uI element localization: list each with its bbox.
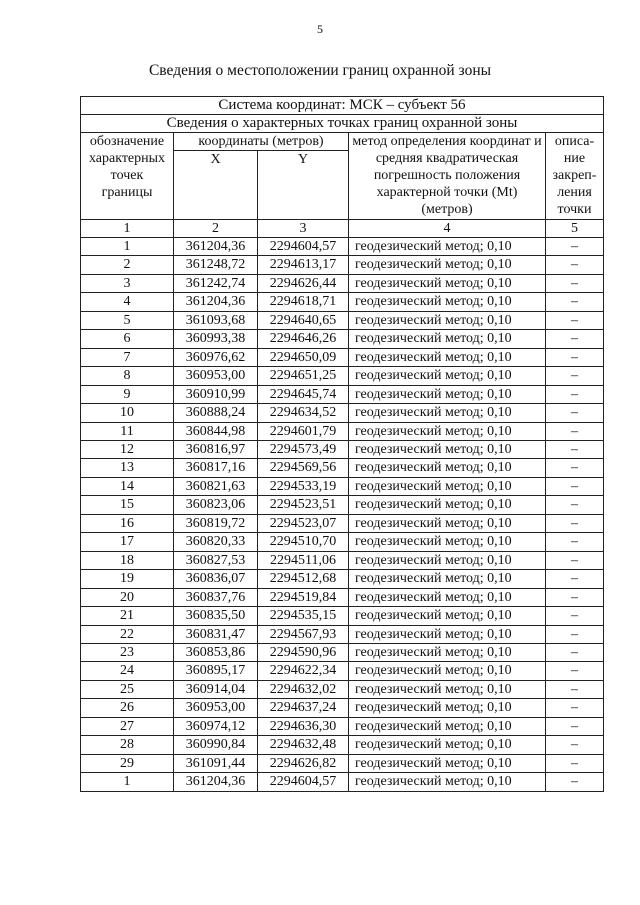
method: геодезический метод; 0,10 (349, 404, 546, 422)
point-number: 13 (81, 459, 174, 477)
table-row (81, 367, 604, 385)
table-row (81, 680, 604, 698)
coord-x: 361091,44 (174, 754, 258, 772)
method: геодезический метод; 0,10 (349, 625, 546, 643)
method: геодезический метод; 0,10 (349, 496, 546, 514)
point-number: 1 (81, 238, 174, 256)
description: – (546, 330, 604, 348)
coord-y: 2294523,07 (258, 514, 349, 532)
method: геодезический метод; 0,10 (349, 551, 546, 569)
coord-y: 2294634,52 (258, 404, 349, 422)
coord-y: 2294604,57 (258, 773, 349, 791)
description: – (546, 662, 604, 680)
coord-y: 2294645,74 (258, 385, 349, 403)
method: геодезический метод; 0,10 (349, 348, 546, 366)
coord-y: 2294626,82 (258, 754, 349, 772)
table-row (81, 404, 604, 422)
table-row (81, 736, 604, 754)
description: – (546, 551, 604, 569)
description: – (546, 496, 604, 514)
coord-y: 2294651,25 (258, 367, 349, 385)
coord-x: 360844,98 (174, 422, 258, 440)
table-row (81, 238, 604, 256)
coord-x: 360823,06 (174, 496, 258, 514)
description: – (546, 717, 604, 735)
table-row (81, 422, 604, 440)
point-number: 17 (81, 533, 174, 551)
point-number: 8 (81, 367, 174, 385)
coord-y: 2294636,30 (258, 717, 349, 735)
description: – (546, 311, 604, 329)
coord-y: 2294613,17 (258, 256, 349, 274)
point-number: 29 (81, 754, 174, 772)
coord-y: 2294510,70 (258, 533, 349, 551)
point-number: 11 (81, 422, 174, 440)
point-number: 18 (81, 551, 174, 569)
coord-y: 2294632,02 (258, 680, 349, 698)
table-row (81, 533, 604, 551)
column-header-coords: координаты (метров) (174, 133, 349, 151)
point-number: 10 (81, 404, 174, 422)
column-number: 3 (258, 220, 349, 238)
section-header: Сведения о характерных точках границ охранной зоны (81, 115, 604, 133)
table-row (81, 348, 604, 366)
method: геодезический метод; 0,10 (349, 367, 546, 385)
coord-x: 360819,72 (174, 514, 258, 532)
coord-x: 360827,53 (174, 551, 258, 569)
point-number: 20 (81, 588, 174, 606)
table-row (81, 625, 604, 643)
method: геодезический метод; 0,10 (349, 477, 546, 495)
table-row (81, 256, 604, 274)
coord-y: 2294626,44 (258, 274, 349, 292)
description: – (546, 643, 604, 661)
coord-y: 2294523,51 (258, 496, 349, 514)
column-number: 5 (546, 220, 604, 238)
point-number: 4 (81, 293, 174, 311)
method: геодезический метод; 0,10 (349, 238, 546, 256)
description: – (546, 736, 604, 754)
coord-x: 360993,38 (174, 330, 258, 348)
method: геодезический метод; 0,10 (349, 662, 546, 680)
coord-x: 360837,76 (174, 588, 258, 606)
table-row (81, 588, 604, 606)
method: геодезический метод; 0,10 (349, 754, 546, 772)
column-header-description: описа-ние закреп-ления точки (546, 133, 604, 220)
coord-x: 360836,07 (174, 570, 258, 588)
point-number: 3 (81, 274, 174, 292)
description: – (546, 699, 604, 717)
table-row (81, 717, 604, 735)
coord-x: 360831,47 (174, 625, 258, 643)
point-number: 22 (81, 625, 174, 643)
description: – (546, 514, 604, 532)
coord-x: 360895,17 (174, 662, 258, 680)
method: геодезический метод; 0,10 (349, 256, 546, 274)
description: – (546, 367, 604, 385)
method: геодезический метод; 0,10 (349, 311, 546, 329)
description: – (546, 588, 604, 606)
page-title: Сведения о местоположении границ охранной зоны (148, 62, 492, 79)
coord-x: 360835,50 (174, 607, 258, 625)
description: – (546, 754, 604, 772)
description: – (546, 773, 604, 791)
coord-x: 361204,36 (174, 773, 258, 791)
method: геодезический метод; 0,10 (349, 385, 546, 403)
coord-y: 2294569,56 (258, 459, 349, 477)
method: геодезический метод; 0,10 (349, 459, 546, 477)
method: геодезический метод; 0,10 (349, 293, 546, 311)
point-number: 24 (81, 662, 174, 680)
description: – (546, 274, 604, 292)
coord-x: 360976,62 (174, 348, 258, 366)
method: геодезический метод; 0,10 (349, 699, 546, 717)
description: – (546, 625, 604, 643)
table-row (81, 459, 604, 477)
table-row (81, 440, 604, 458)
point-number: 5 (81, 311, 174, 329)
point-number: 19 (81, 570, 174, 588)
coord-x: 361204,36 (174, 238, 258, 256)
coord-y: 2294567,93 (258, 625, 349, 643)
coord-x: 360990,84 (174, 736, 258, 754)
coordinate-system-header: Система координат: МСК – субъект 56 (81, 97, 604, 115)
point-number: 16 (81, 514, 174, 532)
table-row (81, 754, 604, 772)
coord-x: 361093,68 (174, 311, 258, 329)
table-row (81, 662, 604, 680)
table-row (81, 551, 604, 569)
coord-x: 360914,04 (174, 680, 258, 698)
description: – (546, 533, 604, 551)
method: геодезический метод; 0,10 (349, 274, 546, 292)
coord-x: 360853,86 (174, 643, 258, 661)
coord-y: 2294519,84 (258, 588, 349, 606)
point-number: 27 (81, 717, 174, 735)
column-header-x: X (174, 151, 258, 220)
method: геодезический метод; 0,10 (349, 570, 546, 588)
method: геодезический метод; 0,10 (349, 330, 546, 348)
description: – (546, 256, 604, 274)
point-number: 28 (81, 736, 174, 754)
point-number: 6 (81, 330, 174, 348)
column-number: 1 (81, 220, 174, 238)
description: – (546, 404, 604, 422)
coord-y: 2294632,48 (258, 736, 349, 754)
method: геодезический метод; 0,10 (349, 736, 546, 754)
table-row (81, 699, 604, 717)
coord-x: 360817,16 (174, 459, 258, 477)
description: – (546, 293, 604, 311)
coord-x: 361242,74 (174, 274, 258, 292)
column-header-method: метод определения координат и средняя квадратическая погрешность положения характерной точки (Mt) (метров) (349, 133, 546, 220)
table-row (81, 385, 604, 403)
description: – (546, 348, 604, 366)
point-number: 7 (81, 348, 174, 366)
method: геодезический метод; 0,10 (349, 680, 546, 698)
point-number: 21 (81, 607, 174, 625)
coordinates-table (80, 96, 604, 792)
coord-y: 2294618,71 (258, 293, 349, 311)
column-number: 4 (349, 220, 546, 238)
coord-y: 2294637,24 (258, 699, 349, 717)
point-number: 12 (81, 440, 174, 458)
description: – (546, 570, 604, 588)
coord-x: 360816,97 (174, 440, 258, 458)
coord-x: 360910,99 (174, 385, 258, 403)
column-header-point: обозначение характерных точек границы (81, 133, 174, 220)
coord-y: 2294535,15 (258, 607, 349, 625)
point-number: 26 (81, 699, 174, 717)
table-row (81, 643, 604, 661)
table-row (81, 293, 604, 311)
description: – (546, 422, 604, 440)
point-number: 25 (81, 680, 174, 698)
point-number: 14 (81, 477, 174, 495)
point-number: 9 (81, 385, 174, 403)
coord-y: 2294573,49 (258, 440, 349, 458)
coord-y: 2294511,06 (258, 551, 349, 569)
page-number: 5 (317, 22, 323, 36)
table-row (81, 477, 604, 495)
method: геодезический метод; 0,10 (349, 643, 546, 661)
method: геодезический метод; 0,10 (349, 514, 546, 532)
column-number: 2 (174, 220, 258, 238)
method: геодезический метод; 0,10 (349, 533, 546, 551)
coord-x: 361204,36 (174, 293, 258, 311)
table-row (81, 773, 604, 791)
coord-y: 2294601,79 (258, 422, 349, 440)
coord-x: 360888,24 (174, 404, 258, 422)
coord-y: 2294533,19 (258, 477, 349, 495)
description: – (546, 459, 604, 477)
coord-x: 360974,12 (174, 717, 258, 735)
point-number: 23 (81, 643, 174, 661)
table-row (81, 607, 604, 625)
method: геодезический метод; 0,10 (349, 773, 546, 791)
coord-x: 360953,00 (174, 699, 258, 717)
coord-y: 2294512,68 (258, 570, 349, 588)
table-row (81, 311, 604, 329)
description: – (546, 238, 604, 256)
description: – (546, 607, 604, 625)
method: геодезический метод; 0,10 (349, 607, 546, 625)
method: геодезический метод; 0,10 (349, 717, 546, 735)
coord-y: 2294640,65 (258, 311, 349, 329)
table-row (81, 330, 604, 348)
column-header-y: Y (258, 151, 349, 220)
table-row (81, 274, 604, 292)
point-number: 15 (81, 496, 174, 514)
coord-y: 2294590,96 (258, 643, 349, 661)
description: – (546, 385, 604, 403)
description: – (546, 680, 604, 698)
point-number: 1 (81, 773, 174, 791)
method: геодезический метод; 0,10 (349, 588, 546, 606)
coord-y: 2294650,09 (258, 348, 349, 366)
coord-x: 360821,63 (174, 477, 258, 495)
method: геодезический метод; 0,10 (349, 422, 546, 440)
point-number: 2 (81, 256, 174, 274)
table-row (81, 570, 604, 588)
table-row (81, 514, 604, 532)
description: – (546, 477, 604, 495)
coord-x: 360820,33 (174, 533, 258, 551)
coord-y: 2294622,34 (258, 662, 349, 680)
table-row (81, 496, 604, 514)
method: геодезический метод; 0,10 (349, 440, 546, 458)
description: – (546, 440, 604, 458)
coord-y: 2294646,26 (258, 330, 349, 348)
coord-x: 360953,00 (174, 367, 258, 385)
coord-x: 361248,72 (174, 256, 258, 274)
coord-y: 2294604,57 (258, 238, 349, 256)
column-number-row (81, 220, 604, 238)
